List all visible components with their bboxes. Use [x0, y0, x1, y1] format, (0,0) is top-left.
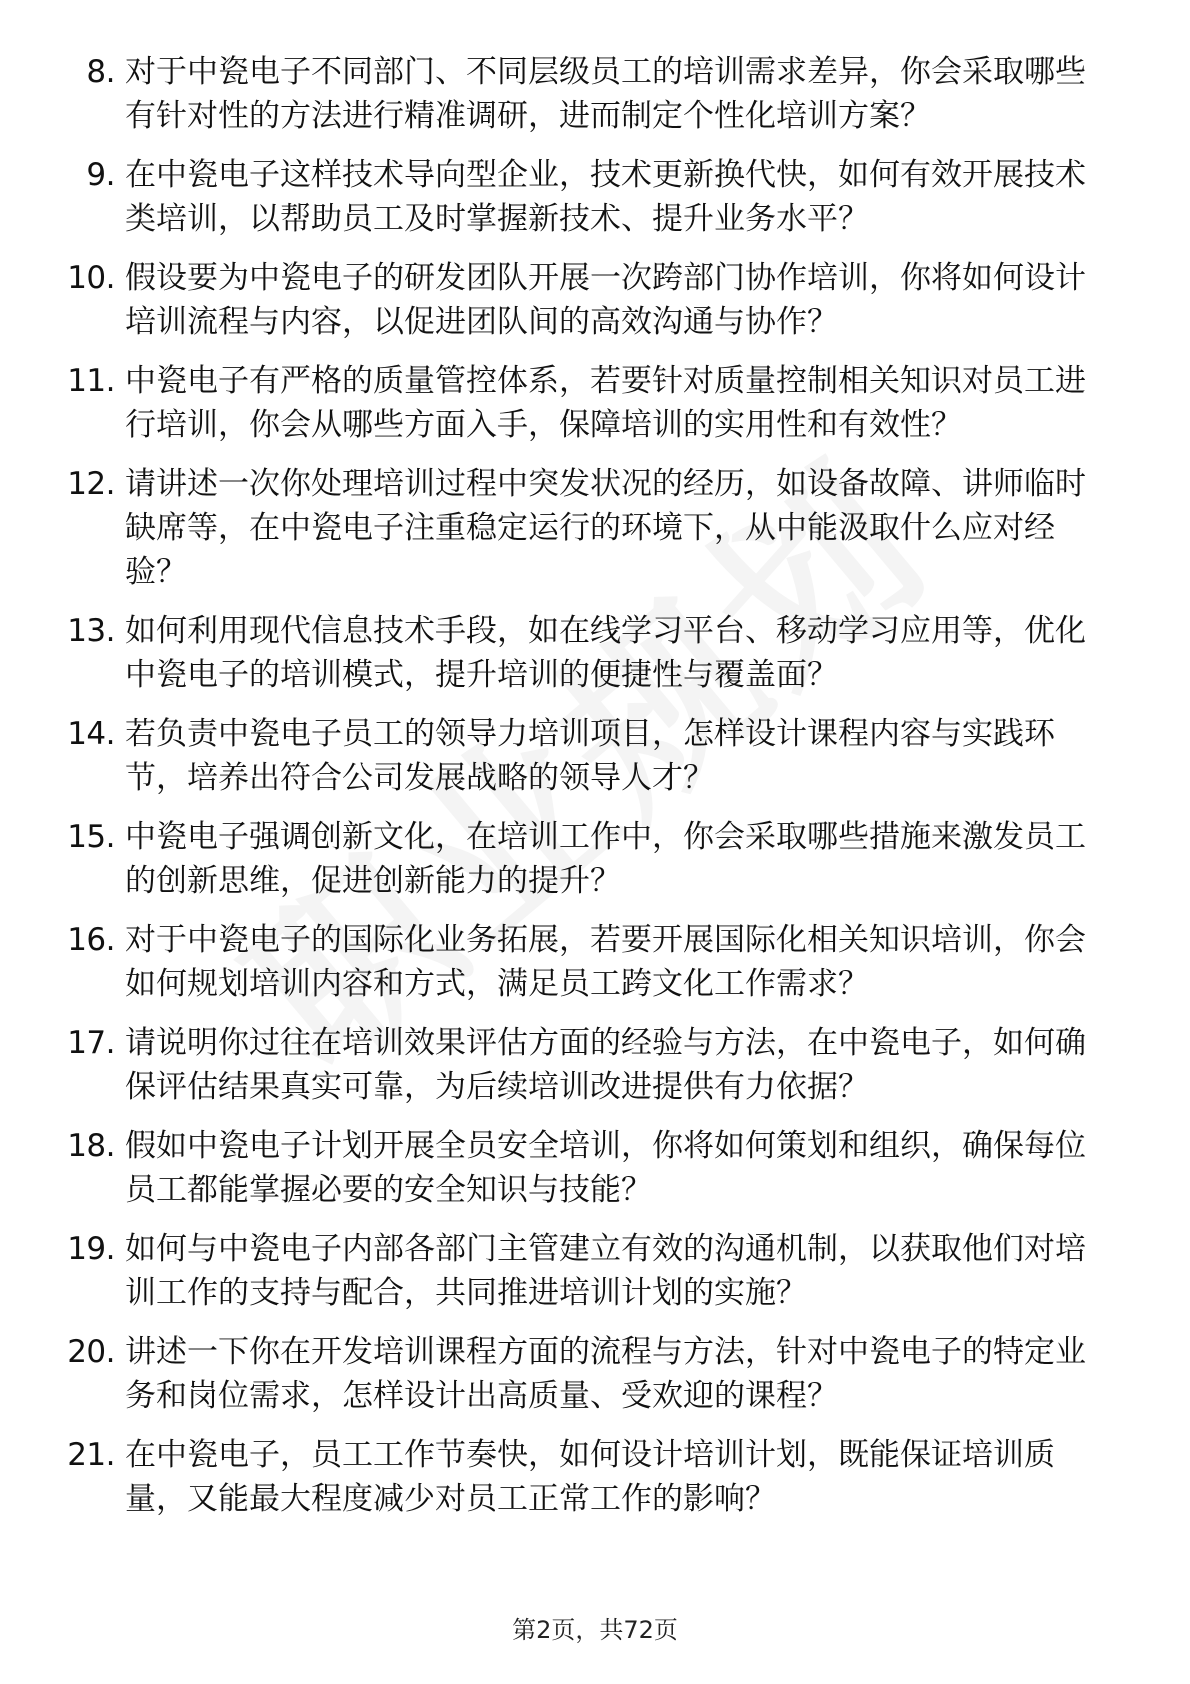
question-text: 请说明你过往在培训效果评估方面的经验与方法，在中瓷电子，如何确保评估结果真实可靠，为后续培训改进提供有力依据？: [125, 1025, 1086, 1105]
question-text: 在中瓷电子这样技术导向型企业，技术更新换代快，如何有效开展技术类培训，以帮助员工及时掌握新技术、提升业务水平？: [125, 157, 1086, 237]
question-item: [60, 609, 1110, 697]
question-number: 13.: [67, 613, 115, 649]
question-text: 在中瓷电子，员工工作节奏快，如何设计培训计划，既能保证培训质量，又能最大程度减少对员工正常工作的影响？: [125, 1437, 1055, 1517]
question-number: 8.: [86, 54, 115, 90]
question-number: 14.: [67, 716, 115, 752]
question-number: 17.: [67, 1025, 115, 1061]
question-item: [60, 50, 1110, 138]
question-number: 15.: [67, 819, 115, 855]
question-text: 对于中瓷电子不同部门、不同层级员工的培训需求差异，你会采取哪些有针对性的方法进行精准调研，进而制定个性化培训方案？: [125, 54, 1086, 134]
question-text: 假设要为中瓷电子的研发团队开展一次跨部门协作培训，你将如何设计培训流程与内容，以促进团队间的高效沟通与协作？: [125, 260, 1086, 340]
question-item: [60, 918, 1110, 1006]
question-text: 请讲述一次你处理培训过程中突发状况的经历，如设备故障、讲师临时缺席等，在中瓷电子注重稳定运行的环境下，从中能汲取什么应对经验？: [125, 466, 1086, 590]
question-item: [60, 153, 1110, 241]
question-item: [60, 359, 1110, 447]
question-text: 中瓷电子强调创新文化，在培训工作中，你会采取哪些措施来激发员工的创新思维，促进创新能力的提升？: [125, 819, 1086, 899]
question-item: [60, 1227, 1110, 1315]
question-item: [60, 815, 1110, 903]
question-text: 对于中瓷电子的国际化业务拓展，若要开展国际化相关知识培训，你会如何规划培训内容和方式，满足员工跨文化工作需求？: [125, 922, 1086, 1002]
question-text: 若负责中瓷电子员工的领导力培训项目，怎样设计课程内容与实践环节，培养出符合公司发展战略的领导人才？: [125, 716, 1055, 796]
question-item: [60, 1124, 1110, 1212]
question-item: [60, 712, 1110, 800]
question-number: 11.: [67, 363, 115, 399]
question-item: [60, 1021, 1110, 1109]
question-text: 如何与中瓷电子内部各部门主管建立有效的沟通机制，以获取他们对培训工作的支持与配合，共同推进培训计划的实施？: [125, 1231, 1086, 1311]
question-text: 如何利用现代信息技术手段，如在线学习平台、移动学习应用等，优化中瓷电子的培训模式，提升培训的便捷性与覆盖面？: [125, 613, 1086, 693]
question-item: [60, 256, 1110, 344]
question-number: 19.: [67, 1231, 115, 1267]
question-item: [60, 462, 1110, 594]
question-item: [60, 1433, 1110, 1521]
question-text: 讲述一下你在开发培训课程方面的流程与方法，针对中瓷电子的特定业务和岗位需求，怎样设计出高质量、受欢迎的课程？: [125, 1334, 1086, 1414]
page-footer: [0, 1610, 1190, 1645]
question-item: [60, 1330, 1110, 1418]
question-number: 16.: [67, 922, 115, 958]
question-number: 21.: [67, 1437, 115, 1473]
question-text: 中瓷电子有严格的质量管控体系，若要针对质量控制相关知识对员工进行培训，你会从哪些方面入手，保障培训的实用性和有效性？: [125, 363, 1086, 443]
question-number: 10.: [67, 260, 115, 296]
question-number: 9.: [86, 157, 115, 193]
question-text: 假如中瓷电子计划开展全员安全培训，你将如何策划和组织，确保每位员工都能掌握必要的安全知识与技能？: [125, 1128, 1086, 1208]
question-number: 18.: [67, 1128, 115, 1164]
page-number-label: 第2页，共72页: [512, 1616, 678, 1644]
question-list: [60, 50, 1110, 1536]
question-number: 20.: [67, 1334, 115, 1370]
question-number: 12.: [67, 466, 115, 502]
